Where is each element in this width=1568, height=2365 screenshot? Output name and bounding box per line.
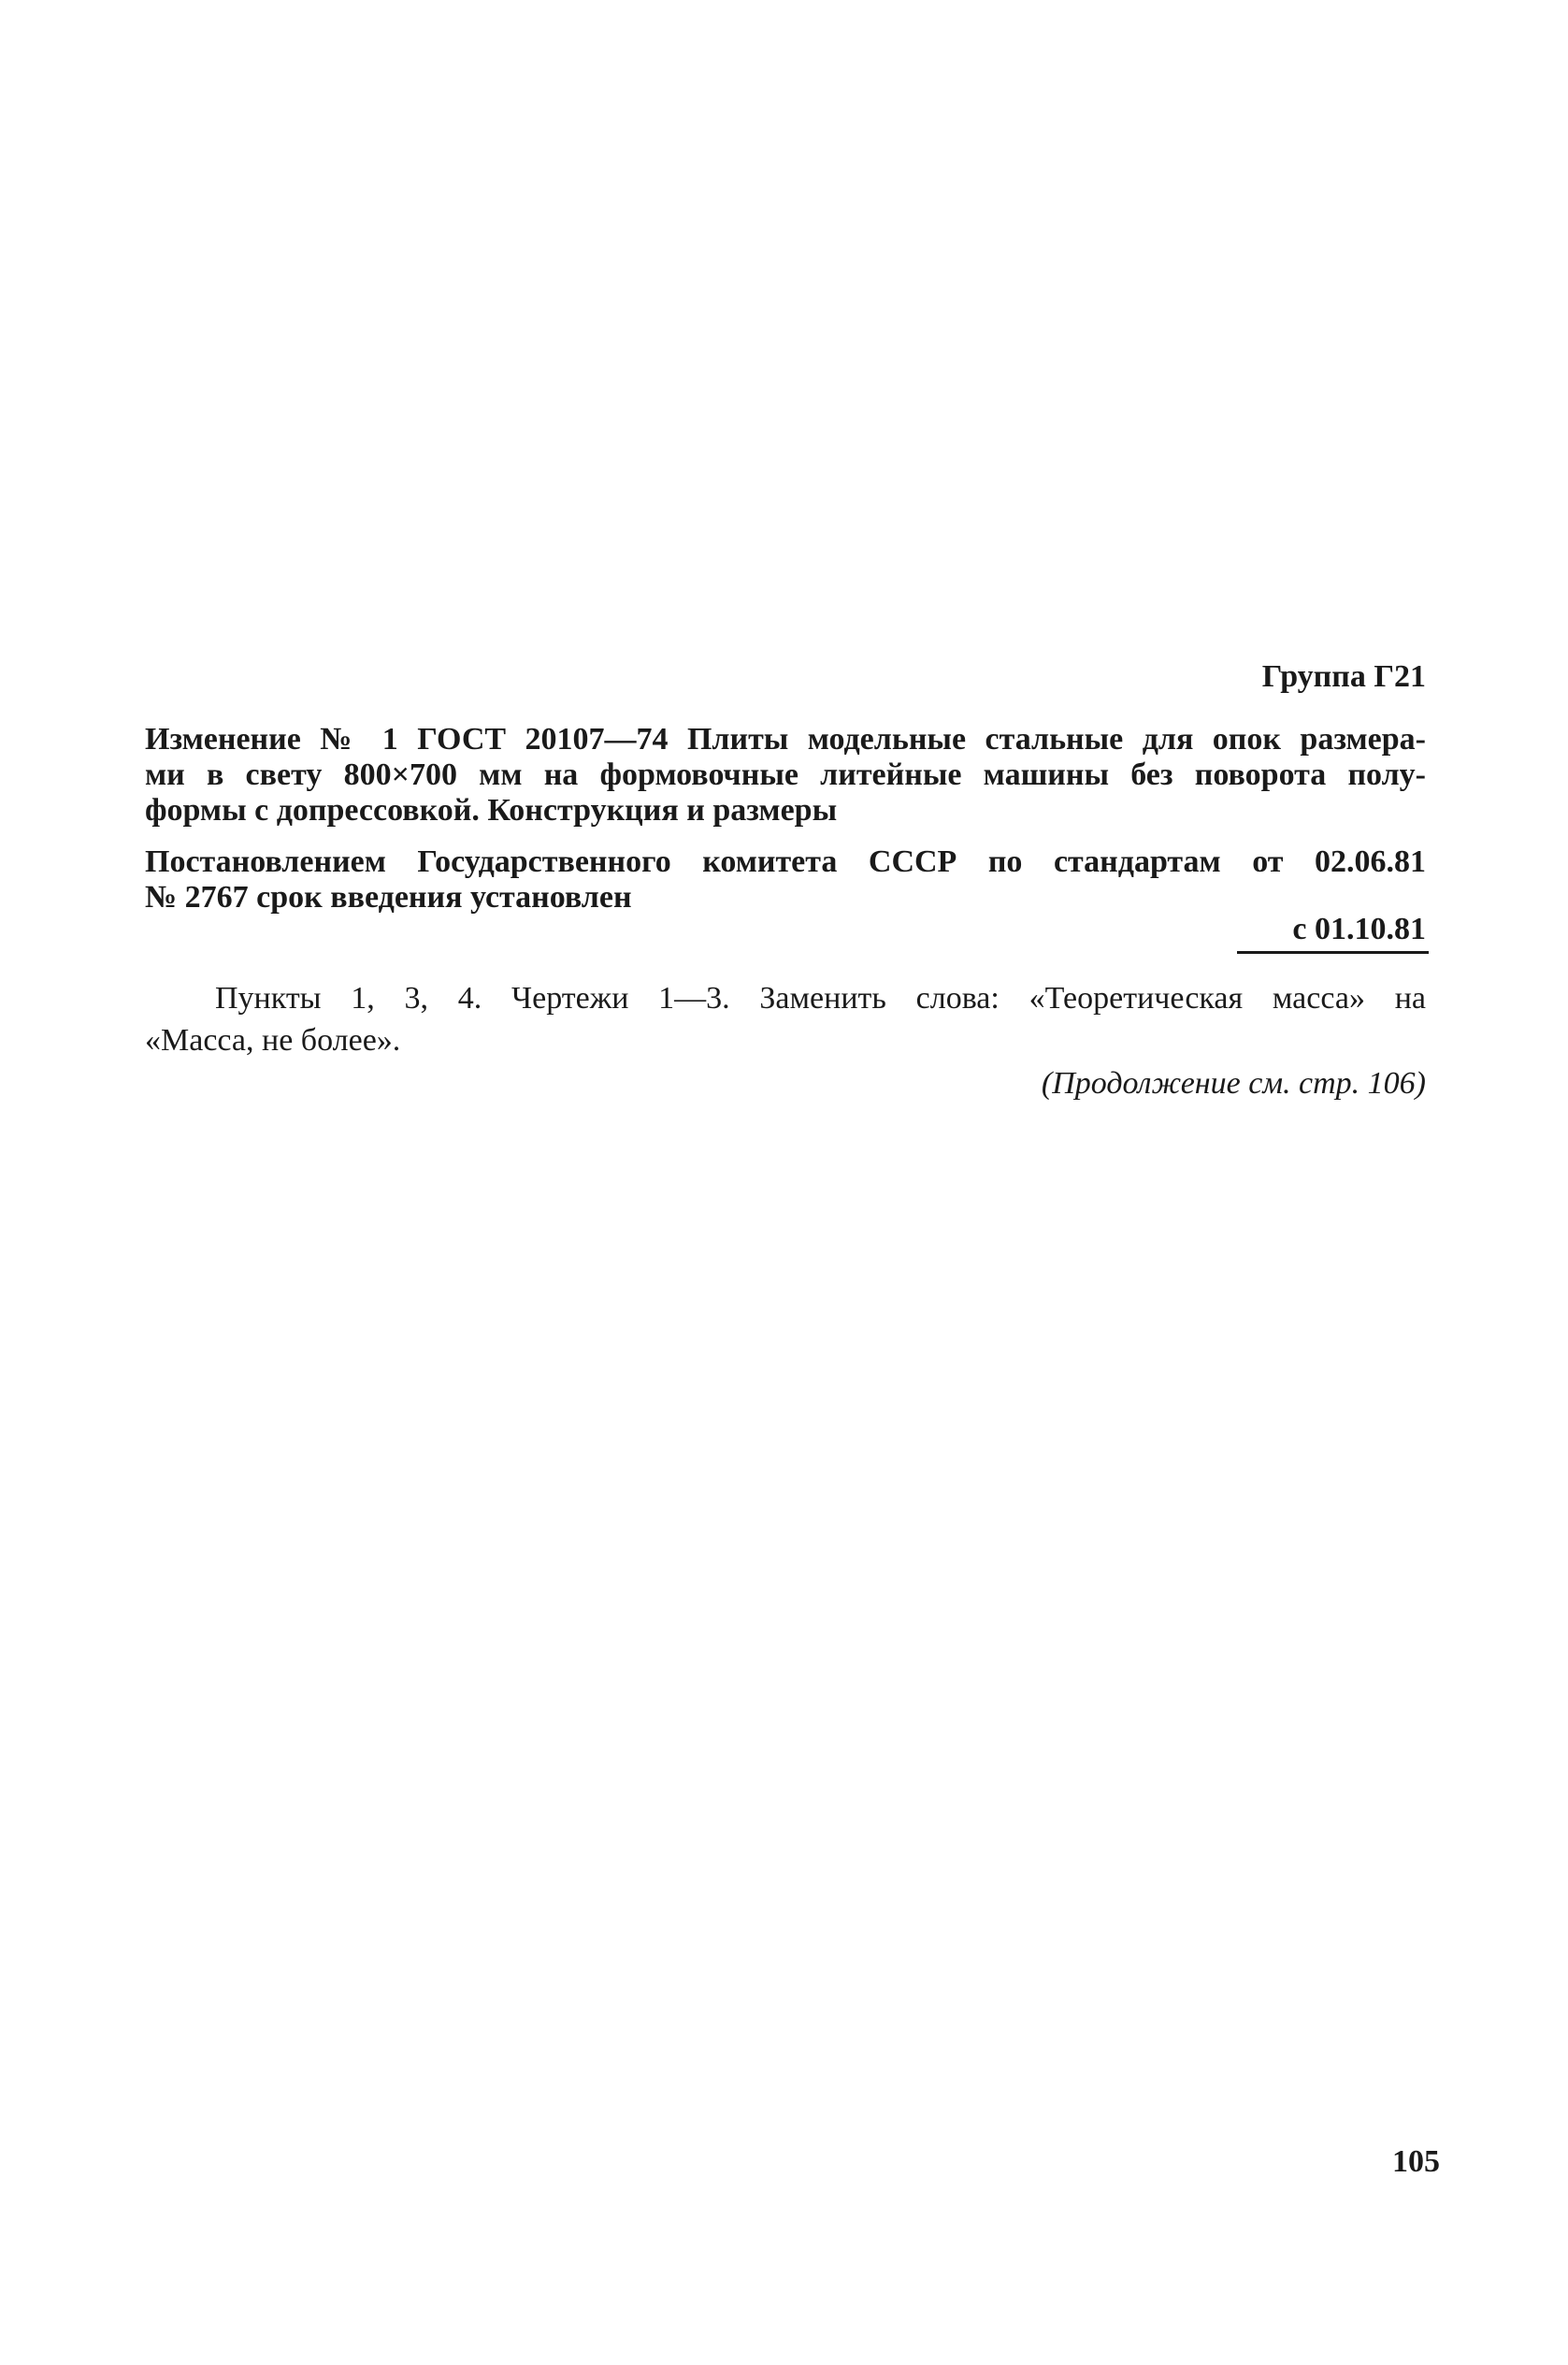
decree-line: № 2767 срок введения установлен [145,880,632,915]
amendment-title [145,722,1426,829]
continuation-note: (Продолжение см. стр. 106) [1041,1066,1426,1101]
amendment-body [145,977,1426,1061]
body-line: «Масса, не более». [145,1023,401,1058]
effective-date: с 01.10.81 [1292,912,1426,946]
decree-statement [145,844,1426,916]
body-line: Пункты 1, 3, 4. Чертежи 1—3. Заменить слова: «Теоретическая масса» на [215,981,1426,1016]
group-label: Группа Г21 [1261,659,1426,694]
decree-line: Постановлением Государственного комитета СССР по стандартам от 02.06.81 [145,844,1426,879]
effective-date-underline [1237,951,1429,954]
amendment-title-line: формы с допрессовкой. Конструкция и размеры [145,793,838,828]
amendment-title-line: Изменение № 1 ГОСТ 20107—74 Плиты модельные стальные для опок размера- [145,722,1426,757]
page-number: 105 [1392,2144,1440,2179]
amendment-title-line: ми в свету 800×700 мм на формовочные литейные машины без поворота полу- [145,757,1426,792]
